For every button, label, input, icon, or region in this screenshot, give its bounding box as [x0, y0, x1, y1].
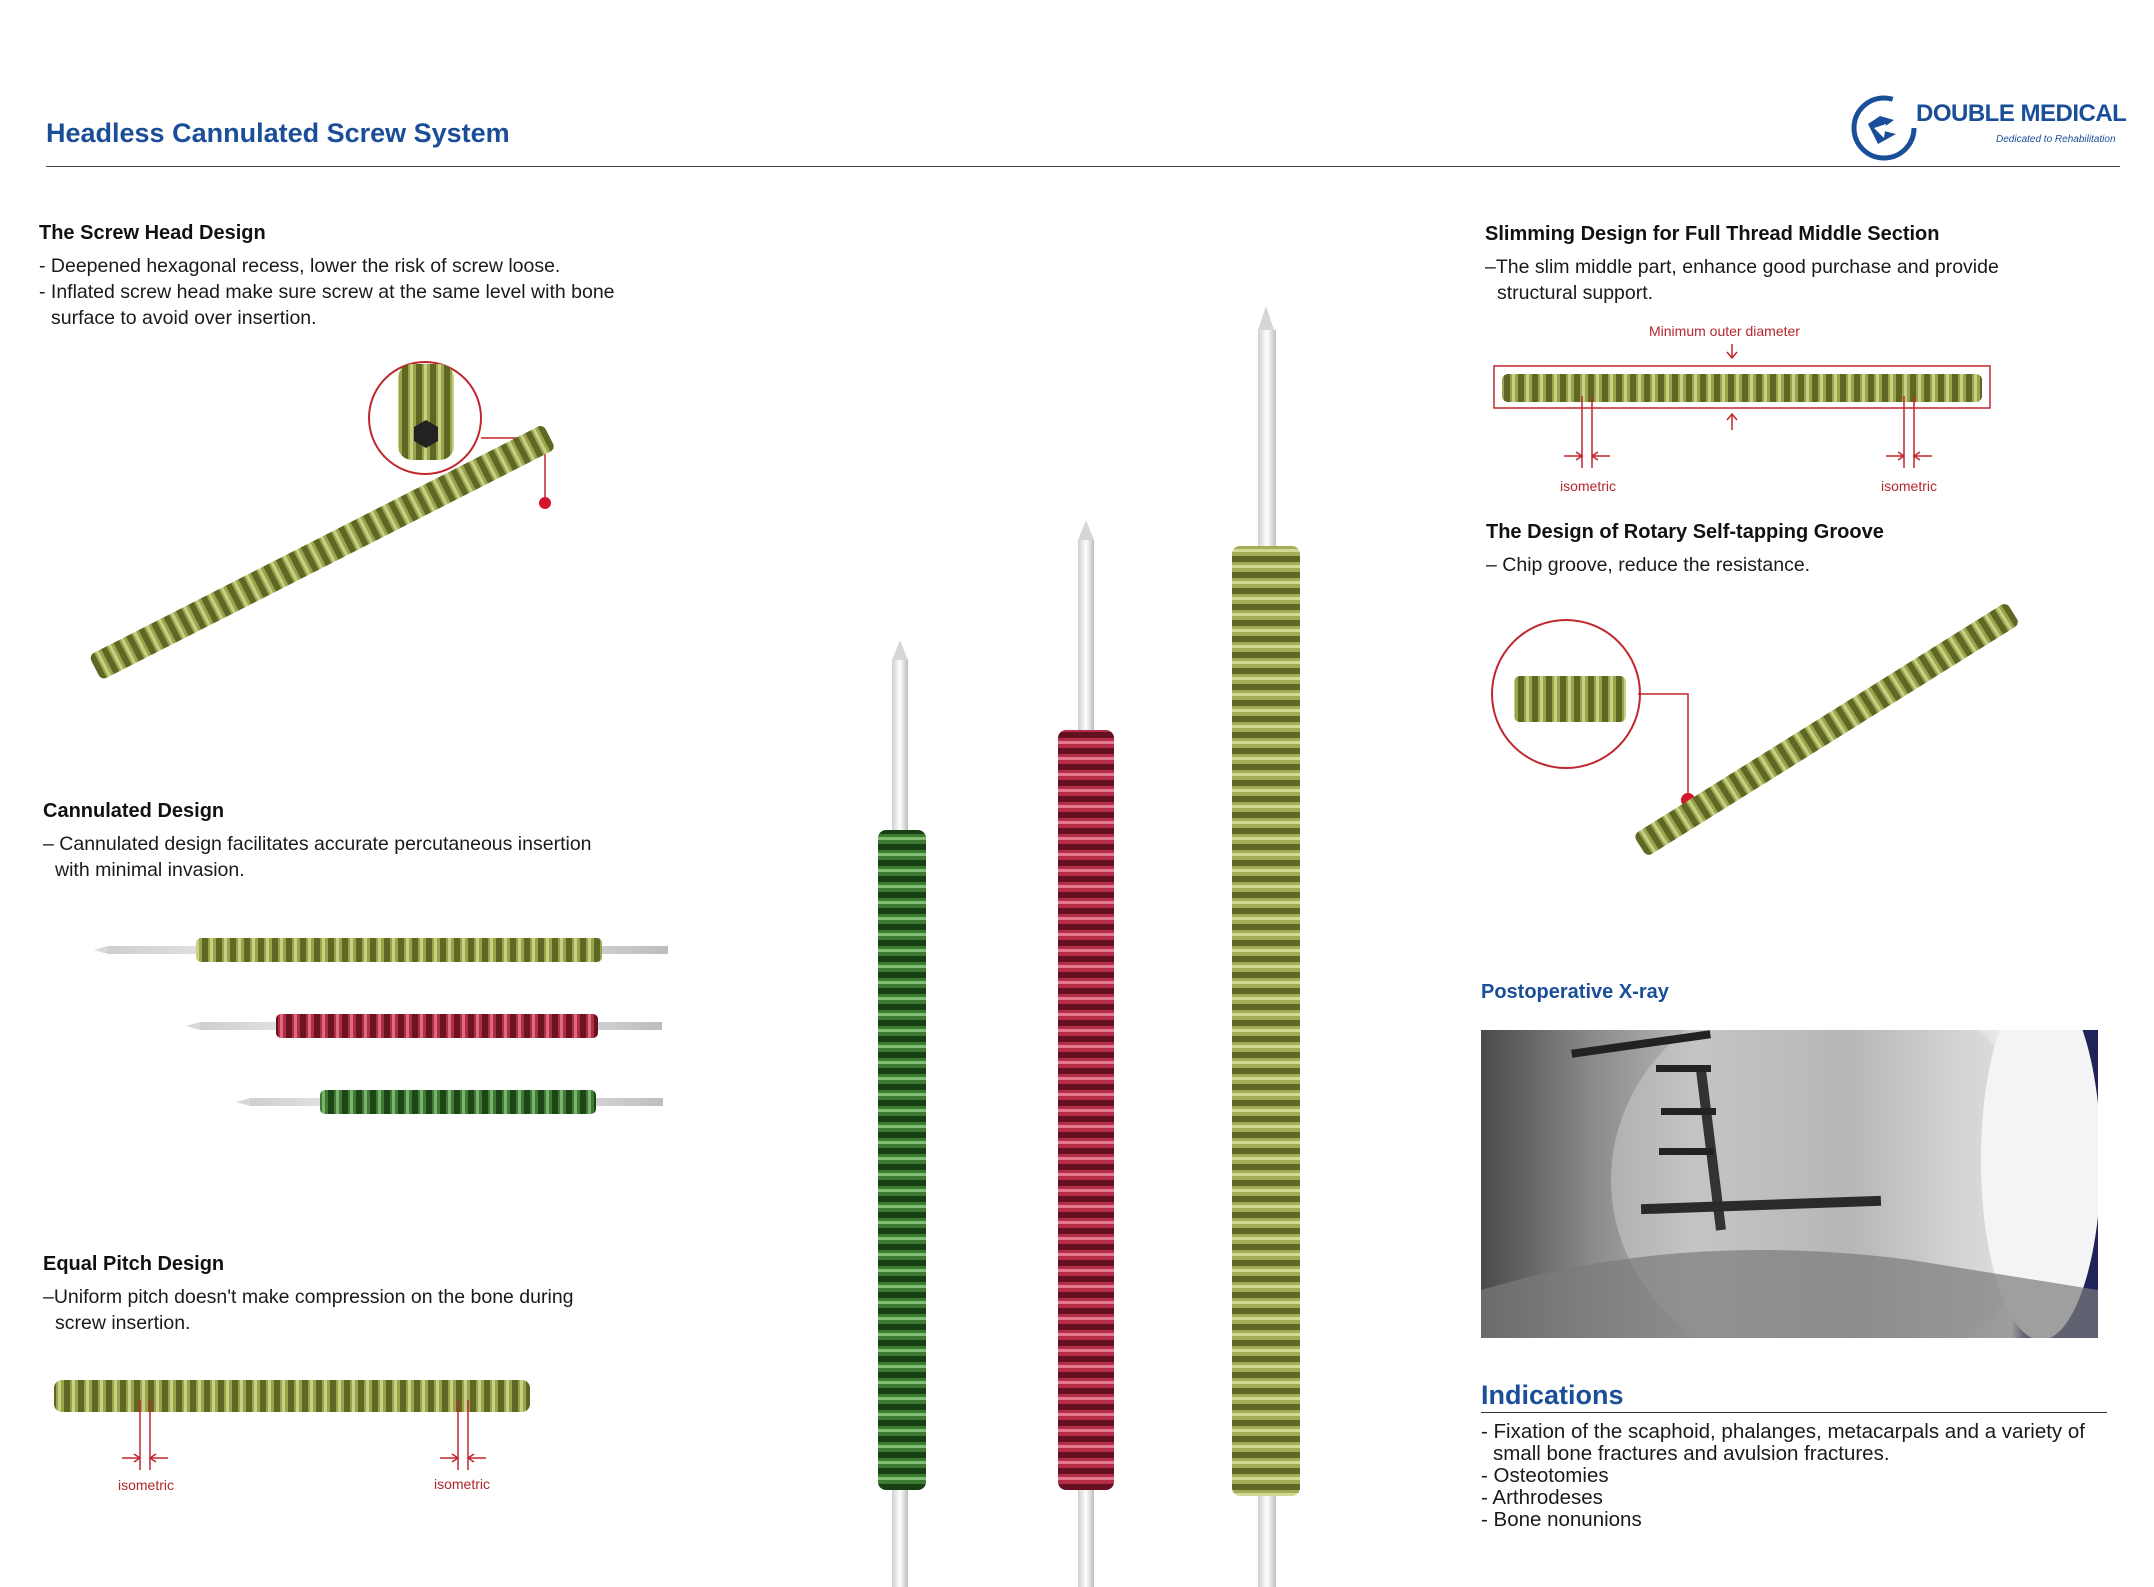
rotary-heading: The Design of Rotary Self-tapping Groove — [1486, 521, 1884, 543]
equal-pitch-label-left: isometric — [118, 1477, 175, 1493]
slimming-label-left: isometric — [1560, 478, 1617, 494]
equal-pitch-text — [43, 1284, 723, 1336]
cannulated-heading: Cannulated Design — [43, 800, 225, 822]
slimming-line-1: –The slim middle part, enhance good purchase and provide — [1485, 256, 1999, 278]
equal-pitch-line-1: –Uniform pitch doesn't make compression on the bone during — [43, 1286, 574, 1308]
cannulated-red-screw — [186, 1014, 662, 1038]
cannulated-line-1: – Cannulated design facilitates accurate percutaneous insertion — [43, 833, 592, 855]
cannulated-line-2: with minimal invasion. — [55, 859, 245, 881]
logo-tagline: Dedicated to Rehabilitation — [1996, 134, 2116, 145]
rotary-text — [1486, 552, 2126, 578]
indications-item-1: - Fixation of the scaphoid, phalanges, metacarpals and a variety of — [1481, 1420, 2085, 1443]
screw-head-text — [39, 253, 719, 331]
screw-head-line-3: surface to avoid over insertion. — [51, 307, 317, 329]
cannulated-text — [43, 831, 723, 883]
large-red-screw — [1058, 520, 1114, 1587]
screw-head-line-1: - Deepened hexagonal recess, lower the risk of screw loose. — [39, 255, 561, 277]
indications-item-2: - Osteotomies — [1481, 1464, 1609, 1487]
xray-image — [1481, 1030, 2098, 1338]
indications-divider — [1481, 1412, 2107, 1413]
large-gold-screw — [1232, 306, 1300, 1587]
slimming-heading: Slimming Design for Full Thread Middle Section — [1485, 223, 1940, 245]
screw-head-line-2: - Inflated screw head make sure screw at the same level with bone — [39, 281, 615, 303]
slimming-label-right: isometric — [1881, 478, 1938, 494]
equal-pitch-line-2: screw insertion. — [55, 1312, 191, 1334]
equal-pitch-label-right: isometric — [434, 1476, 491, 1492]
indications-item-3: - Arthrodeses — [1481, 1486, 1603, 1509]
indications-list — [1481, 1421, 2141, 1531]
cannulated-green-screw — [236, 1090, 663, 1114]
indications-item-1-cont: small bone fractures and avulsion fractures. — [1493, 1442, 1890, 1465]
slimming-diameter-label: Minimum outer diameter — [1649, 323, 1800, 339]
slimming-text — [1485, 254, 2125, 306]
cannulated-gold-screw — [94, 938, 668, 962]
header-divider — [46, 166, 2120, 167]
screw-head-illustration — [80, 350, 600, 690]
rotary-illustration — [1490, 600, 2030, 870]
indications-item-4: - Bone nonunions — [1481, 1508, 1642, 1531]
logo-mark-icon — [1850, 94, 1920, 164]
center-screws-illustration — [860, 300, 1340, 1587]
equal-pitch-heading: Equal Pitch Design — [43, 1253, 225, 1275]
large-green-screw — [878, 640, 926, 1587]
rotary-line-1: – Chip groove, reduce the resistance. — [1486, 554, 1811, 576]
screw-head-heading: The Screw Head Design — [39, 222, 266, 244]
slimming-line-2: structural support. — [1497, 282, 1654, 304]
slimming-illustration — [1490, 340, 2010, 480]
cannulated-screws-illustration — [90, 930, 670, 1130]
logo-text: DOUBLE MEDICAL — [1916, 100, 2127, 127]
indications-heading: Indications — [1481, 1380, 1624, 1410]
page-title: Headless Cannulated Screw System — [46, 118, 510, 148]
logo — [1850, 92, 2127, 162]
xray-heading: Postoperative X-ray — [1481, 981, 1669, 1003]
